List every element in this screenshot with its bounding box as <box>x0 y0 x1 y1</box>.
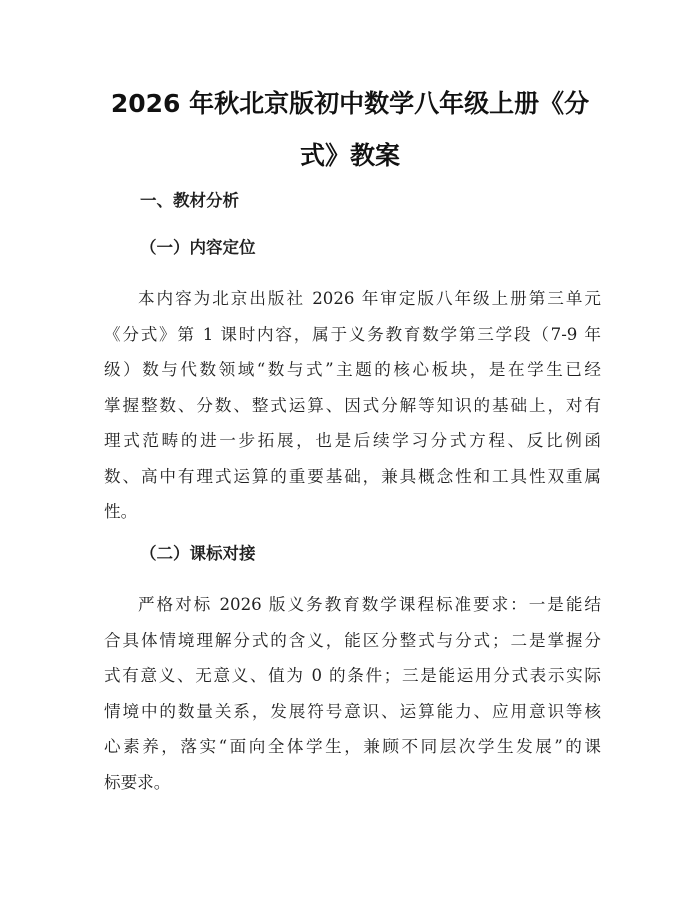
paragraph-line: 《分式》第 1 课时内容，属于义务教育数学第三学段（7-9 年 <box>104 324 601 344</box>
title-line: 2026 年秋北京版初中数学八年级上册《分 <box>110 89 590 118</box>
paragraph-line: 情境中的数量关系，发展符号意识、运算能力、应用意识等核 <box>104 701 601 721</box>
section-heading-textbook-analysis: 一、教材分析 <box>140 191 239 210</box>
paragraph-line: 数、高中有理式运算的重要基础，兼具概念性和工具性双重属 <box>104 466 601 486</box>
document-title <box>100 78 600 182</box>
paragraph-line: 式有意义、无意义、值为 0 的条件；三是能运用分式表示实际 <box>104 666 601 685</box>
paragraph-line: 性。 <box>104 502 138 521</box>
content-positioning-paragraph <box>104 281 601 530</box>
paragraph-line: 理式范畴的进一步拓展，也是后续学习分式方程、反比例函 <box>104 431 601 450</box>
paragraph-line: 严格对标 2026 版义务教育数学课程标准要求：一是能结 <box>138 595 601 614</box>
paragraph-line: 合具体情境理解分式的含义，能区分整式与分式；二是掌握分 <box>104 630 601 650</box>
subsection-heading-content-positioning: （一）内容定位 <box>140 238 256 257</box>
title-line: 式》教案 <box>299 141 400 170</box>
paragraph-line: 标要求。 <box>104 772 171 792</box>
paragraph-line: 心素养，落实“面向全体学生，兼顾不同层次学生发展”的课 <box>104 737 601 756</box>
subsection-heading-curriculum-alignment: （二）课标对接 <box>140 544 256 563</box>
paragraph-line: 掌握整数、分数、整式运算、因式分解等知识的基础上，对有 <box>104 395 601 415</box>
curriculum-alignment-paragraph <box>104 587 601 800</box>
paragraph-line: 本内容为北京出版社 2026 年审定版八年级上册第三单元 <box>138 289 601 308</box>
paragraph-line: 级）数与代数领域“数与式”主题的核心板块，是在学生已经 <box>104 360 601 379</box>
